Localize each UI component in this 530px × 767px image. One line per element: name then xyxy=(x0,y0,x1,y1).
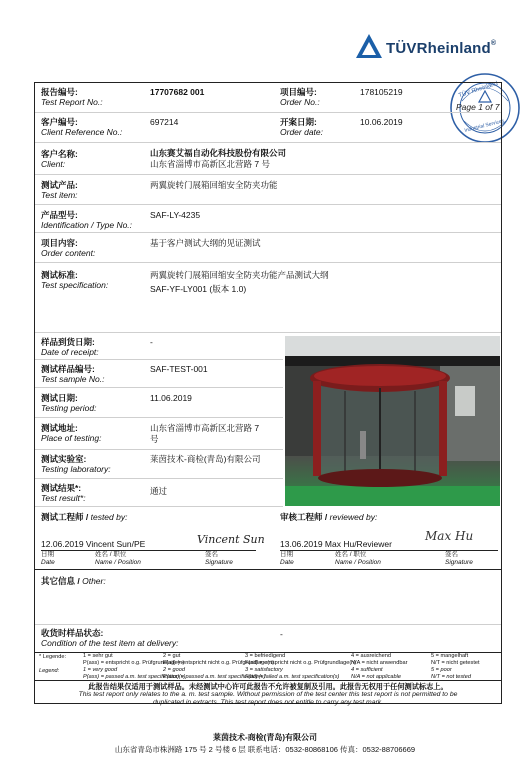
footer-company: 莱茵技术-商检(青岛)有限公司 xyxy=(213,733,317,742)
type-number: SAF-LY-4235 xyxy=(150,210,201,220)
test-spec-row: 测试标准: Test specification: 两翼旋转门展箱回缩安全防夹功能产品测试大纲 SAF-YF-LY001 (版本 1.0) xyxy=(35,263,501,333)
tested-date-name: 12.06.2019 Vincent Sun/PE xyxy=(41,539,146,549)
signature-section: 测试工程师 / tested by: 审核工程师 / reviewed by: 12.06.2019 Vincent Sun/PE Vincent Sun 13.06.2019 Max Hu/Reviewer Max Hu 日期 Date 姓名 / 职位 Name / Position 签名 Signature 日期 Date 姓名 / 职位 Name / Position 签名 Signature xyxy=(35,507,501,570)
test-spec-cn: 两翼旋转门展箱回缩安全防夹功能产品测试大纲 xyxy=(150,270,329,280)
seal-top-text: TÜV Rheinland xyxy=(458,80,499,100)
period-row: 测试日期: Testing period: 11.06.2019 xyxy=(35,388,283,418)
client-name: 山东赛艾福自动化科技股份有限公司 xyxy=(150,148,287,158)
legend-item: 4 = ausreichend N/A = nicht anwendbar xyxy=(351,653,408,666)
reviewed-signature: Max Hu xyxy=(425,529,474,543)
legend-item: 5 = mangelhaft N/T = nicht getestet xyxy=(431,653,480,666)
tested-signature: Vincent Sun xyxy=(197,533,265,546)
order-date: 10.06.2019 xyxy=(360,117,403,127)
legend-german xyxy=(83,653,499,667)
order-content: 基于客户测试大纲的见证测试 xyxy=(150,238,261,248)
legend-item: 5 = poor N/T = not tested xyxy=(431,667,471,680)
disclaimer-en-1: This test report only relates to the a. m. test sample. Without permission of the test center this test report is not permitted to be xyxy=(78,691,458,698)
legend-item: 4 = sufficient N/A = not applicable xyxy=(351,667,402,680)
testing-period: 11.06.2019 xyxy=(150,393,192,403)
order-number: 178105219 xyxy=(360,87,403,97)
client-reference-row: 客户编号: Client Reference No.: 697214 开案日期: Order date: 10.06.2019 xyxy=(35,113,501,143)
report-number-row: 报告编号: Test Report No.: 17707682 001 项目编号: Order No.: 178105219 xyxy=(35,83,501,113)
place-line-2: 号 xyxy=(150,434,159,444)
legend-english xyxy=(83,667,499,681)
test-result: 通过 xyxy=(150,486,168,496)
report-frame xyxy=(34,82,502,704)
report-number: 17707682 001 xyxy=(150,87,205,97)
seal-bottom-text: Industrial Services xyxy=(463,118,505,134)
client-reference: 697214 xyxy=(150,117,179,127)
revolving-door-image xyxy=(285,336,500,506)
delivery-condition-section: 收货时样品状态: Condition of the test item at delivery: - xyxy=(35,624,501,653)
legend-item: 3 = satisfactory F(ail) = failed a.m. test specification(s) xyxy=(245,667,340,680)
receipt-date: - xyxy=(150,337,153,347)
legend-item: 3 = befriedigend F(ail) = entspricht nicht o.g. Prüfgrundlage(n) xyxy=(245,653,357,666)
disclaimer-cn: 此报告结果仅适用于测试样品。未经测试中心许可此报告不允许被复制及引用。此报告无权用于任何测试标志上。 xyxy=(88,682,448,691)
page-indicator: Page 1 of 7 xyxy=(456,102,500,112)
disclaimer-en-2: duplicated in extracts. This test report does not entitle to carry any test mark. xyxy=(152,699,384,706)
sample-photo xyxy=(285,336,500,506)
testing-lab: 莱茵技术-商检(青岛)有限公司 xyxy=(150,454,261,464)
place-row: 测试地址: Place of testing: 山东省淄博市高新区北营路 7 号 xyxy=(35,418,283,450)
test-item-row: 测试产品: Test item: 两翼旋转门展箱回缩安全防夹功能 xyxy=(35,175,501,205)
tuv-logo xyxy=(352,30,522,66)
legend-item: 1 = very good P(ass) = passed a.m. test specification(s) xyxy=(83,667,186,680)
brand-name: TÜVRheinland® xyxy=(386,40,497,57)
delivery-condition: - xyxy=(280,629,283,639)
legend-item: 2 = gut F(ail) = entspricht nicht o.g. Prüfgrundlage(n) xyxy=(163,653,275,666)
legend-item: 2 = good P(ass) = passed a.m. test specification(s) xyxy=(163,667,266,680)
sample-number: SAF-TEST-001 xyxy=(150,364,208,374)
legend-section: * Legende: Legend: 1 = sehr gut P(ass) = entspricht o.g. Prüfgrundlage(n) 2 = gut F(ail) = entspricht nicht o.g. Prüfgrundlage(n) 3 = befriedigend F(ail) = entspricht nicht o.g. Prüfgrundlage(n) 4 = ausreichend N/A = nicht anwendbar 5 = mangelhaft N/T = nicht getestet 1 = very good P(ass) = passed a.m. test specification(s) 2 = good P(ass) = passed a.m. test specification(s) 3 = satisfactory F(ail) = failed a.m. test specification(s) 4 = sufficient N/A = not applicable 5 = poor N/T = not tested xyxy=(35,652,501,681)
test-spec-code: SAF-YF-LY001 (版本 1.0) xyxy=(150,284,247,294)
client-row: 客户名称: Client: 山东赛艾福自动化科技股份有限公司 山东省淄博市高新区北营路 7 号 xyxy=(35,143,501,175)
legend-item: 1 = sehr gut P(ass) = entspricht o.g. Prüfgrundlage(n) xyxy=(83,653,185,666)
footer-address: 山东省青岛市株洲路 175 号 2 号楼 6 层 联系电话：0532-80868106 传真：0532-88706669 xyxy=(114,745,416,754)
other-info-section: 其它信息 / Other: xyxy=(35,569,501,625)
lab-row: 测试实验室: Testing laboratory: 莱茵技术-商检(青岛)有限公司 xyxy=(35,450,283,479)
test-item: 两翼旋转门展箱回缩安全防夹功能 xyxy=(150,180,278,190)
place-line-1: 山东省淄博市高新区北营路 7 xyxy=(150,423,260,433)
disclaimer-section xyxy=(35,681,501,705)
order-content-row: 项目内容: Order content: 基于客户测试大纲的见证测试 xyxy=(35,233,501,263)
client-address: 山东省淄博市高新区北营路 7 号 xyxy=(150,159,270,169)
type-row: 产品型号: Identification / Type No.: SAF-LY-4235 xyxy=(35,205,501,233)
triangle-logo-icon xyxy=(354,32,384,62)
reviewed-date-name: 13.06.2019 Max Hu/Reviewer xyxy=(280,539,392,549)
result-row: 测试结果*: Test result*: 通过 xyxy=(35,479,283,507)
receipt-row: 样品到货日期: Date of receipt: - xyxy=(35,333,283,360)
sample-row: 测试样品编号: Test sample No.: SAF-TEST-001 xyxy=(35,360,283,388)
